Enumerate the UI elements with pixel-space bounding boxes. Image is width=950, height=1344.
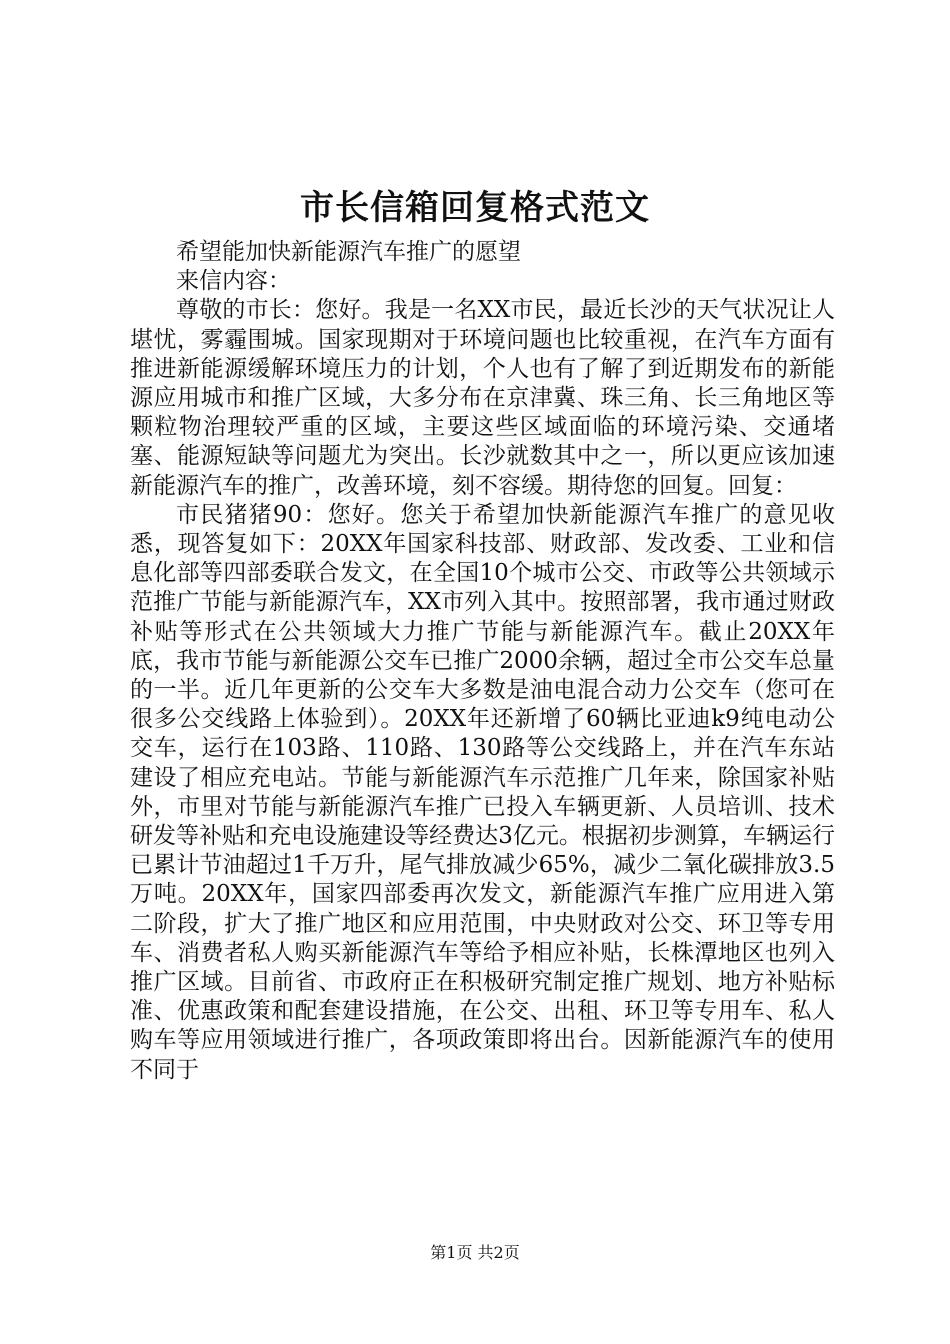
paragraph-letter-content: 尊敬的市长：您好。我是一名XX市民，最近长沙的天气状况让人堪忧，雾霾围城。国家现期对于环境问题也比较重视，在汽车方面有推进新能源缓解环境压力的计划，个人也有了解了到近期发布的新能源应用城市和推广区域，大多分布在京津冀、珠三角、长三角地区等颗粒物治理较严重的区域，主要这些区域面临的环境污染、交通堵塞、能源短缺等问题尤为突出。长沙就数其中之一，所以更应该加速新能源汽车的推广，改善环境，刻不容缓。期待您的回复。回复： xyxy=(130,297,835,499)
page-number-footer: 第1页 共2页 xyxy=(430,1243,520,1262)
paragraph-reply-content: 市民猪猪90：您好。您关于希望加快新能源汽车推广的意见收悉，现答复如下：20XX年国家科技部、财政部、发改委、工业和信息化部等四部委联合发文，在全国10个城市公交、市政等公共领域示范推广节能与新能源汽车，XX市列入其中。按照部署，我市通过财政补贴等形式在公共领域大力推广节能与新能源汽车。截止20XX年底，我市节能与新能源公交车已推广2000余辆，超过全市公交车总量的一半。近几年更新的公交车大多数是油电混合动力公交车（您可在很多公交线路上体验到）。20XX年还新增了60辆比亚迪k9纯电动公交车，运行在103路、110路、130路等公交线路上，并在汽车东站建设了相应充电站。节能与新能源汽车示范推广几年来，除国家补贴外，市里对节能与新能源汽车推广已投入车辆更新、人员培训、技术研发等补贴和充电设施建设等经费达3亿元。根据初步测算，车辆运行已累计节油超过1千万升，尾气排放减少65%，减少二氧化碳排放3.5万吨。20XX年，国家四部委再次发文，新能源汽车推广应用进入第二阶段，扩大了推广地区和应用范围，中央财政对公交、环卫等专用车、消费者私人购买新能源汽车等给予相应补贴，长株潭地区也列入推广区域。目前省、市政府正在积极研究制定推广规划、地方补贴标准、优惠政策和配套建设措施，在公交、出租、环卫等专用车、私人购车等应用领域进行推广，各项政策即将出台。因新能源汽车的使用不同于 xyxy=(130,501,835,1083)
paragraph-subject: 希望能加快新能源汽车推广的愿望 xyxy=(176,239,521,265)
document-body xyxy=(130,238,835,1085)
document-title: 市长信箱回复格式范文 xyxy=(300,188,650,228)
paragraph-letter-heading: 来信内容： xyxy=(176,268,291,295)
